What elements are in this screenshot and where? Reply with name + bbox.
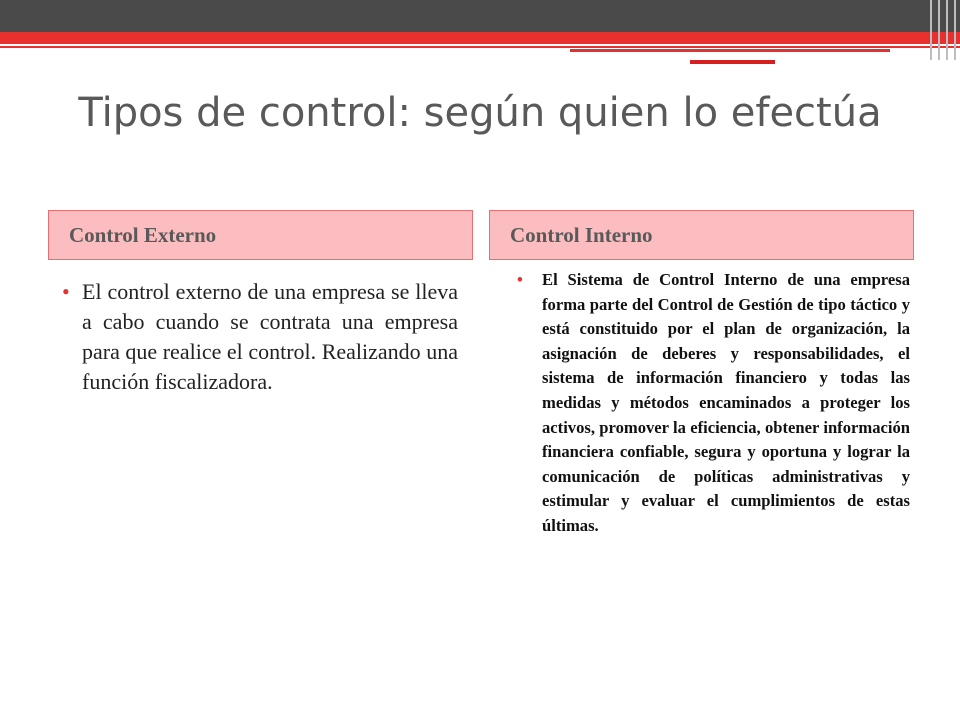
column-header-external: Control Externo xyxy=(48,210,473,260)
decorative-vertical-lines xyxy=(926,0,960,60)
decorative-red-stripe-short xyxy=(690,60,775,64)
top-dark-bar xyxy=(0,0,960,32)
slide-title: Tipos de control: según quien lo efectúa xyxy=(78,90,882,136)
column-header-internal: Control Interno xyxy=(489,210,914,260)
bullet-icon: • xyxy=(62,279,70,304)
top-red-line xyxy=(0,46,960,48)
internal-control-text: El Sistema de Control Interno de una empresa forma parte del Control de Gestión de tipo táctico y está constituido por el plan de organización, la asignación de deberes y responsabilidades, el sistema de información financiero y todas las medidas y métodos encaminados a proteger los activos, promover la eficiencia, obtener información financiera confiable, segura y oportuna y lograr la comunicación de políticas administrativas y estimular y evaluar el cumplimientos de estas últimas. xyxy=(542,270,910,535)
top-red-bar xyxy=(0,32,960,44)
internal-control-bullet xyxy=(517,268,910,539)
external-control-text: El control externo de una empresa se lleva a cabo cuando se contrata una empresa para que realice el control. Realizando una función fiscalizadora. xyxy=(82,279,458,394)
bullet-icon: • xyxy=(517,270,523,289)
decorative-red-stripe xyxy=(570,49,890,52)
external-control-bullet xyxy=(62,277,458,397)
